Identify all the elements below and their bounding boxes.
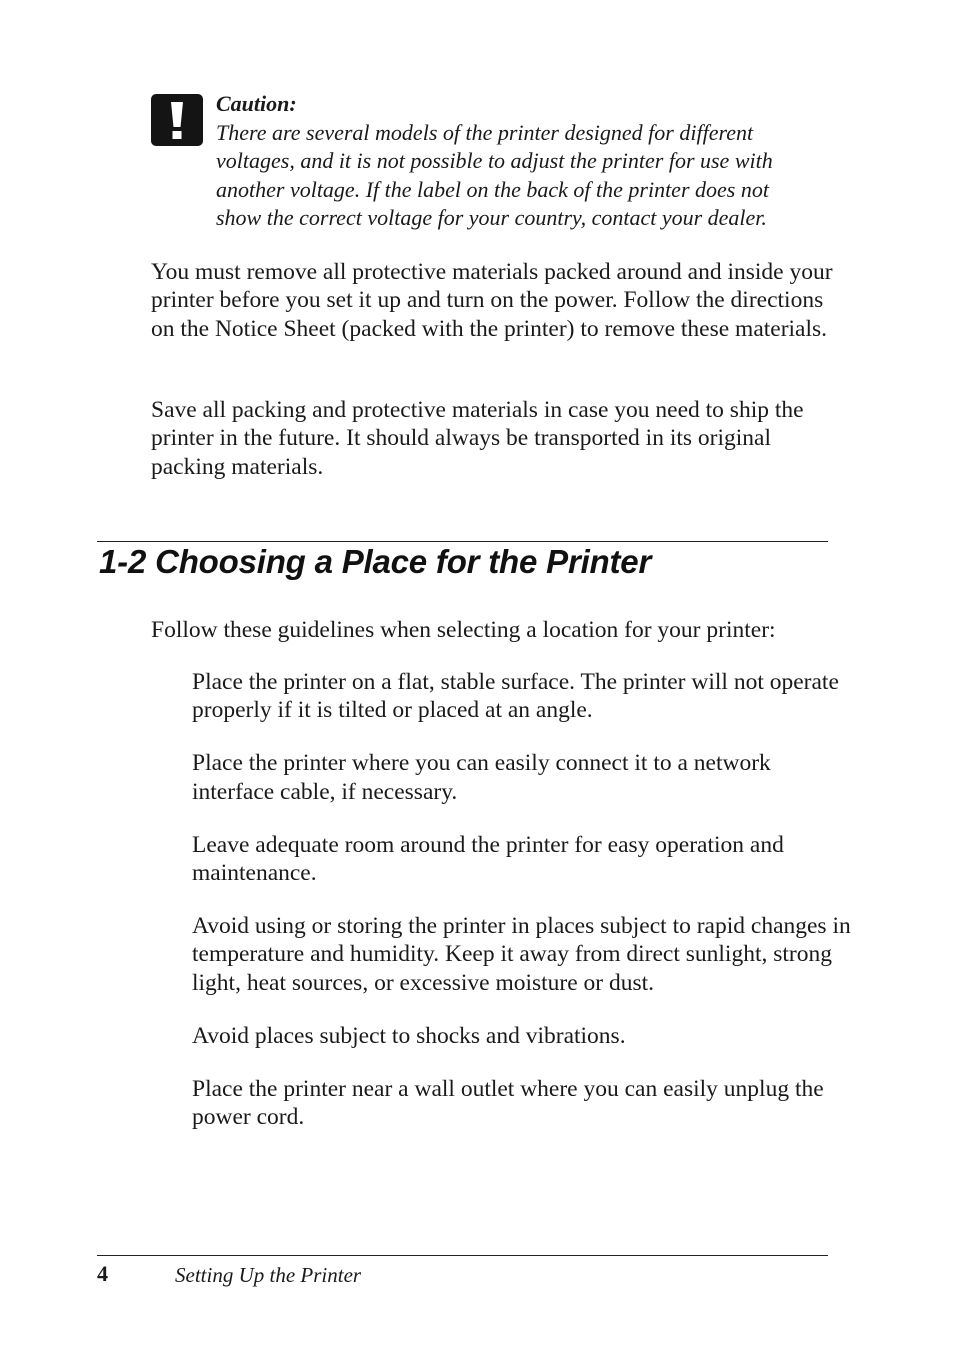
caution-note [216,90,856,233]
guideline-item: Avoid places subject to shocks and vibrations. [192,1022,626,1049]
intro-paragraph: You must remove all protective materials packed around and inside your printer before you set it up and turn on the power. Follow the directions on the Notice Sheet (packed with the printer) to remove these materials. [151,259,833,342]
caution-line: There are several models of the printer designed for different [216,119,754,145]
guideline-item: Place the printer on a flat, stable surface. The printer will not operate properly if it is tilted or placed at an angle. [192,669,839,724]
guideline-item: Place the printer near a wall outlet where you can easily unplug the power cord. [192,1075,824,1130]
guideline-item: Place the printer where you can easily connect it to a network interface cable, if necessary. [192,750,771,805]
footer-rule [97,1255,828,1256]
guideline-list [192,668,852,1156]
intro-paragraph: Save all packing and protective materials in case you need to ship the printer in the future. It should always be transported in its original packing materials. [151,397,804,480]
section-lead: Follow these guidelines when selecting a location for your printer: [151,617,776,643]
exclamation-icon [151,94,203,146]
caution-line: another voltage. If the label on the back of the printer does not [216,176,769,202]
guideline-item: Avoid using or storing the printer in places subject to rapid changes in temperature and humidity. Keep it away from direct sunlight, strong light, heat sources, or excessive moisture or dust. [192,912,851,996]
section-heading: 1-2 Choosing a Place for the Printer [99,543,652,580]
caution-line: show the correct voltage for your country, contact your dealer. [216,205,767,230]
guideline-item: Leave adequate room around the printer for easy operation and maintenance. [192,831,784,887]
page-number: 4 [97,1261,108,1286]
caution-body [216,119,856,233]
caution-title: Caution: [216,91,297,116]
running-footer-title: Setting Up the Printer [175,1263,362,1287]
caution-line: voltages, and it is not possible to adjust the printer for use with [216,148,773,173]
